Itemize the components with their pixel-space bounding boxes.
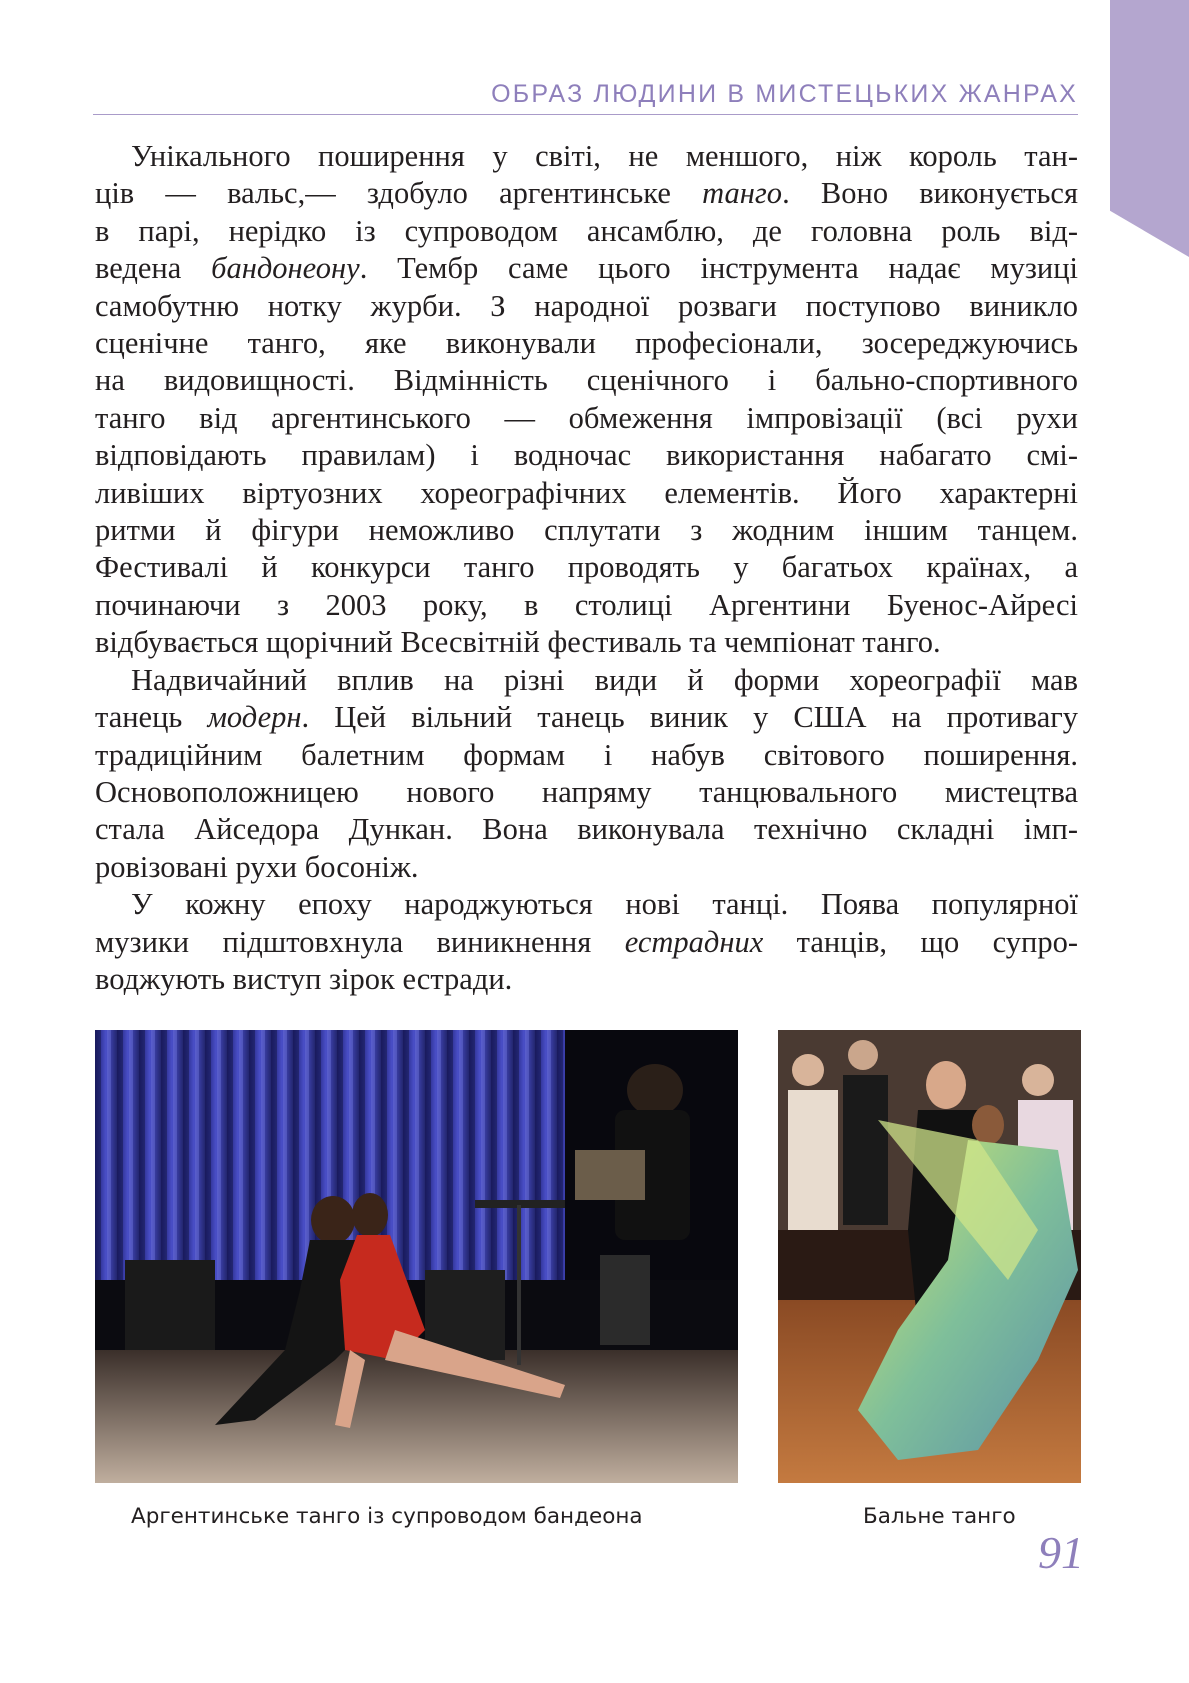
text-line bbox=[95, 737, 1078, 774]
paragraph bbox=[95, 662, 1078, 886]
text-run: У кожну епоху народжуються нові танці. Поява популярної bbox=[131, 887, 1078, 922]
text-line bbox=[95, 924, 1078, 961]
text-run: . Цей вільний танець виник у США на противагу bbox=[301, 700, 1078, 735]
text-line bbox=[95, 587, 1078, 624]
text-run: Основоположницею нового напряму танцювального мистецтва bbox=[95, 774, 1078, 809]
text-run: танець bbox=[95, 700, 208, 735]
running-header bbox=[93, 80, 1078, 115]
text-line bbox=[95, 175, 1078, 212]
header-title: ОБРАЗ ЛЮДИНИ В МИСТЕЦЬКИХ ЖАНРАХ bbox=[491, 80, 1078, 108]
text-line bbox=[95, 475, 1078, 512]
text-line bbox=[95, 512, 1078, 549]
text-run: традиційним балетним формам і набув світового поширення. bbox=[95, 737, 1078, 772]
text-run: Надвичайний вплив на різні види й форми хореографії мав bbox=[131, 662, 1078, 697]
text-line bbox=[95, 325, 1078, 362]
chapter-tab bbox=[1110, 0, 1189, 257]
text-run: ливіших віртуозних хореографічних елементів. Його характерні bbox=[95, 475, 1078, 510]
text-line bbox=[95, 138, 1078, 175]
italic-term: естрадних bbox=[624, 924, 764, 959]
text-line bbox=[95, 400, 1078, 437]
text-run: Фестивалі й конкурси танго проводять у багатьох країнах, а bbox=[95, 550, 1078, 585]
text-run: музики підштовхнула виникнення bbox=[95, 924, 625, 959]
page-number: 91 bbox=[1038, 1527, 1084, 1578]
text-line bbox=[95, 811, 1078, 848]
text-line bbox=[95, 662, 1078, 699]
text-line bbox=[95, 437, 1078, 474]
text-run: танго від аргентинського — обмеження імпровізації (всі рухи bbox=[95, 400, 1078, 435]
text-line bbox=[95, 549, 1078, 586]
text-run: починаючи з 2003 року, в столиці Аргентини Буенос-Айресі bbox=[95, 587, 1078, 622]
text-run: ведена bbox=[95, 251, 212, 286]
text-run: відбувається щорічний Всесвітній фестиваль та чемпіонат танго. bbox=[95, 625, 941, 660]
photo-argentine-tango bbox=[95, 1030, 738, 1483]
text-line bbox=[95, 362, 1078, 399]
italic-term: бандонеону bbox=[211, 251, 360, 286]
text-line bbox=[95, 288, 1078, 325]
text-run: самобутню нотку журби. З народної розваги поступово виникло bbox=[95, 288, 1078, 323]
text-run: стала Айседора Дункан. Вона виконувала технічно складні імп- bbox=[95, 812, 1078, 847]
photo-ballroom-tango bbox=[778, 1030, 1081, 1483]
text-run: ровізовані рухи босоніж. bbox=[95, 849, 419, 884]
text-run: на видовищності. Відмінність сценічного і бально-спортивного bbox=[95, 363, 1078, 398]
paragraph bbox=[95, 886, 1078, 998]
text-run: воджують виступ зірок естради. bbox=[95, 961, 513, 996]
text-run: . Тембр саме цього інструмента надає музиці bbox=[359, 251, 1078, 286]
text-line bbox=[95, 886, 1078, 923]
body-text bbox=[95, 138, 1078, 998]
text-line bbox=[95, 250, 1078, 287]
text-line bbox=[95, 774, 1078, 811]
text-line bbox=[95, 849, 1078, 886]
text-run: . Воно виконується bbox=[782, 176, 1078, 211]
text-line bbox=[95, 624, 1078, 661]
text-run: Унікального поширення у світі, не меншого, ніж король тан- bbox=[131, 139, 1078, 173]
text-run: танців, що супро- bbox=[763, 924, 1078, 959]
caption-argentine-tango: Аргентинське танго із супроводом бандеона bbox=[131, 1504, 643, 1529]
text-run: сценічне танго, яке виконували професіонали, зосереджуючись bbox=[95, 326, 1078, 361]
text-line bbox=[95, 213, 1078, 250]
text-run: ритми й фігури неможливо сплутати з жодним іншим танцем. bbox=[95, 513, 1078, 548]
paragraph bbox=[95, 138, 1078, 662]
italic-term: модерн bbox=[207, 700, 302, 735]
italic-term: танго bbox=[702, 176, 783, 211]
text-run: відповідають правилам) і водночас використання набагато смі- bbox=[95, 438, 1078, 473]
caption-ballroom-tango: Бальне танго bbox=[863, 1504, 1016, 1529]
text-run: ців — вальс,— здобуло аргентинське bbox=[95, 176, 703, 211]
text-line bbox=[95, 699, 1078, 736]
text-run: в парі, нерідко із супроводом ансамблю, де головна роль від- bbox=[95, 213, 1078, 248]
text-line bbox=[95, 961, 1078, 998]
